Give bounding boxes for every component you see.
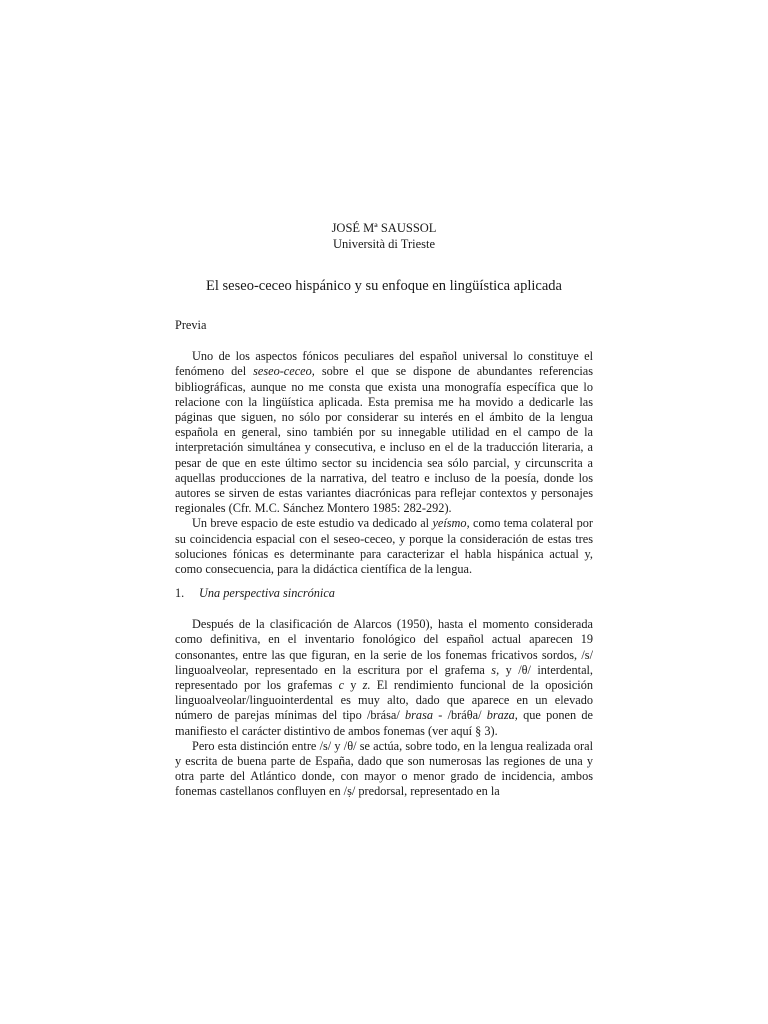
section-1 — [175, 586, 593, 800]
section-1-title: Una perspectiva sincrónica — [199, 586, 335, 600]
author-block — [0, 220, 768, 252]
article-title: El seseo-ceceo hispánico y su enfoque en lingüística aplicada — [206, 278, 562, 294]
section-1-paragraph-1: Después de la clasificación de Alarcos (1950), hasta el momento considerada como definitiva, en el inventario fonológico del español actual aparecen 19 consonantes, entre las que figuran, en la serie de los fonemas fricativos sordos, /s/ linguoalveolar, representado en la escritura por el grafema s, y /θ/ interdental, representado por los grafemas c y z. El rendimiento funcional de la oposición linguoalveolar/linguointerdental es muy alto, dado que aparece en un elevado número de parejas mínimas del tipo /brása/ brasa - /bráθa/ braza, que ponen de manifiesto el carácter distintivo de ambos fonemas (ver aquí § 3). — [175, 617, 594, 738]
section-1-heading — [175, 586, 593, 601]
previa-heading: Previa — [175, 318, 207, 332]
previa-paragraph-1: Uno de los aspectos fónicos peculiares del español universal lo constituye el fenómeno del seseo-ceceo, sobre el que se dispone de abundantes referencias bibliográficas, aunque no me consta que exista una monografía específica que lo relacione con la lingüística aplicada. Esta premisa me ha movido a dedicarle las páginas que siguen, no sólo por considerar su interés en el ámbito de la lengua española en general, sino también por su innegable utilidad en el campo de la interpretación simultánea y consecutiva, e incluso en el de la traducción literaria, a pesar de que en este último sector su incidencia sea sólo parcial, y circunscrita a aquellas producciones de la narrativa, del teatro e incluso de la poesía, donde los autores se sirven de estas variantes diacrónicas para reflejar contextos y personajes regionales (Cfr. M.C. Sánchez Montero 1985: 282-292). — [175, 349, 593, 516]
section-1-number: 1. — [175, 586, 185, 600]
section-1-paragraph-2: Pero esta distinción entre /s/ y /θ/ se actúa, sobre todo, en la lengua realizada oral y escrita de buena parte de España, dado que son numerosas las regiones de una y otra parte del Atlántico donde, con mayor o menor grado de incidencia, ambos fonemas castellanos confluyen en /ṣ/ predorsal, representado en la — [175, 738, 593, 799]
author-name: JOSÉ Mª SAUSSOL — [331, 221, 437, 235]
previa-paragraph-2: Un breve espacio de este estudio va dedicado al yeísmo, como tema colateral por su coincidencia espacial con el seseo-ceceo, y porque la consideración de estas tres soluciones fónicas es determinante para caracterizar el habla hispánica actual y, como consecuencia, para la didáctica científica de la lengua. — [175, 516, 593, 577]
author-affiliation: Università di Trieste — [332, 237, 436, 251]
section-previa — [175, 318, 593, 577]
